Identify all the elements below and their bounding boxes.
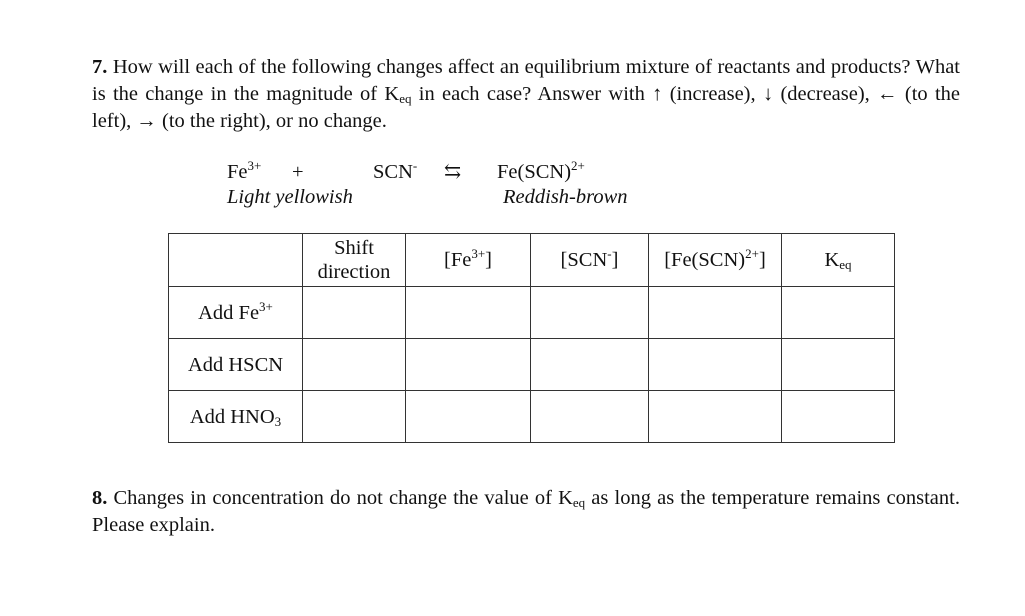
question-7 [92,54,960,135]
answer-cell-scn[interactable] [531,287,649,339]
row-label-text: Add Fe [198,301,260,324]
header-fe-charge: 3+ [471,246,486,261]
question-8 [92,485,960,539]
right-arrow-icon: → [136,110,157,132]
question-8-number: 8. [92,487,108,509]
table-row [169,287,895,339]
header-shift-line2: direction [317,261,391,283]
product-fescn [497,160,585,184]
header-shift-line1: Shift [334,237,374,259]
reactant-scn [373,160,417,184]
header-scn-charge: - [607,246,612,261]
question-8-keq-subscript: eq [572,495,586,510]
answer-cell-shift[interactable] [303,391,406,443]
reactant-scn-charge: - [412,158,418,173]
up-arrow-icon: ↑ [652,83,663,105]
table-header-row [169,234,895,287]
answer-cell-fe[interactable] [406,339,531,391]
reactant-fe-symbol: Fe [227,161,248,183]
row-label-subscript: 3 [274,413,282,429]
answer-cell-shift[interactable] [303,339,406,391]
plus-sign: + [292,161,304,183]
header-fescn-concentration [649,234,782,287]
answer-cell-scn[interactable] [531,391,649,443]
reactant-color-text: Light yellowish [227,186,353,208]
row-label-text: Add HNO [189,405,275,428]
header-fescn-close: ] [758,249,766,271]
keq-subscript: eq [399,91,412,106]
question-7-line2b: in each case? Answer with [411,83,653,105]
header-shift-direction [303,234,406,287]
header-scn-open: [SCN [560,249,608,271]
reactant-fe-charge: 3+ [247,158,262,173]
row-label-charge: 3+ [259,298,273,314]
equilibrium-arrow-icon: ⇆ [444,161,462,183]
header-blank-cell [169,234,303,287]
question-8-text-a: Changes in concentration do not change the value of K [107,487,573,509]
answer-cell-keq[interactable] [782,287,895,339]
header-fescn-charge: 2+ [745,246,759,261]
header-fescn-open: [Fe(SCN) [664,249,746,271]
answer-cell-fescn[interactable] [649,391,782,443]
product-color-label [503,185,628,209]
answer-cell-fescn[interactable] [649,339,782,391]
left-label: (to the left), [92,83,961,132]
header-fe-open: [Fe [444,249,472,271]
product-color-text: Reddish-brown [503,186,628,208]
header-keq-subscript: eq [839,257,852,272]
product-fescn-charge: 2+ [571,158,585,173]
reactant-color-label [227,185,353,209]
answer-cell-scn[interactable] [531,339,649,391]
left-arrow-icon: ← [877,83,898,105]
reactant-fe [227,160,261,184]
row-label-add-hscn [169,339,303,391]
header-scn-close: ] [611,249,619,271]
answer-cell-keq[interactable] [782,339,895,391]
header-keq-symbol: K [824,249,840,271]
answer-cell-fe[interactable] [406,391,531,443]
answer-cell-fescn[interactable] [649,287,782,339]
right-label: (to the right), or no change. [156,110,387,132]
answer-table [168,233,895,443]
answer-cell-shift[interactable] [303,287,406,339]
product-fescn-symbol: Fe(SCN) [497,161,572,183]
table-row [169,391,895,443]
header-keq [782,234,895,287]
increase-label: (increase), [662,83,763,105]
answer-cell-keq[interactable] [782,391,895,443]
down-arrow-icon: ↓ [762,83,774,105]
header-fe-close: ] [485,249,492,271]
reactant-scn-symbol: SCN [373,161,413,183]
row-label-text: Add HSCN [187,353,284,376]
header-fe-concentration [406,234,531,287]
table-row [169,339,895,391]
question-7-number: 7. [92,56,108,78]
row-label-add-hno3 [169,391,303,443]
header-scn-concentration [531,234,649,287]
question-7-line2a: products? What is the change in the magnitude of K [92,56,960,105]
decrease-label: (decrease), [780,83,878,105]
answer-cell-fe[interactable] [406,287,531,339]
row-label-add-fe [169,287,303,339]
question-8-text-b: as long as the temperature remains constant. Please explain. [92,487,960,536]
question-7-line1: How will each of the following changes affect an equilibrium mixture of reactants and [112,56,826,78]
